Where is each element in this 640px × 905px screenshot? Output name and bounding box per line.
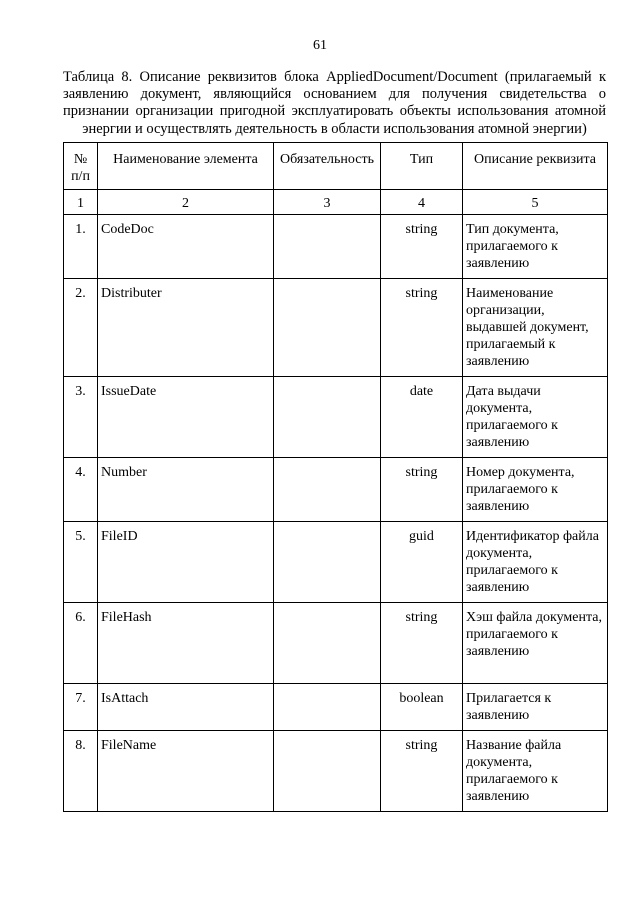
column-number-row xyxy=(64,190,608,215)
type-cell: guid xyxy=(381,522,463,603)
required-cell xyxy=(274,522,381,603)
table-row xyxy=(64,684,608,731)
page-number: 61 xyxy=(313,38,327,53)
element-name-cell: FileID xyxy=(98,522,274,603)
type-cell: string xyxy=(381,279,463,377)
table-row xyxy=(64,215,608,279)
header-description: Описание реквизита xyxy=(463,143,608,190)
column-number: 2 xyxy=(98,190,274,215)
type-cell: date xyxy=(381,377,463,458)
header-type: Тип xyxy=(381,143,463,190)
type-cell: string xyxy=(381,458,463,522)
required-cell xyxy=(274,731,381,812)
header-number: № п/п xyxy=(64,143,98,190)
row-number-cell: 2. xyxy=(64,279,98,377)
type-cell: string xyxy=(381,731,463,812)
table-row xyxy=(64,279,608,377)
description-cell: Дата выдачи документа, прилагаемого к заявлению xyxy=(463,377,608,458)
type-cell: boolean xyxy=(381,684,463,731)
description-cell: Название файла документа, прилагаемого к заявлению xyxy=(463,731,608,812)
table-row xyxy=(64,603,608,684)
element-name-cell: IsAttach xyxy=(98,684,274,731)
element-name-cell: FileHash xyxy=(98,603,274,684)
element-name-cell: Number xyxy=(98,458,274,522)
row-number-cell: 3. xyxy=(64,377,98,458)
description-cell: Прилагается к заявлению xyxy=(463,684,608,731)
column-number: 4 xyxy=(381,190,463,215)
description-cell: Идентификатор файла документа, прилагаемого к заявлению xyxy=(463,522,608,603)
description-cell: Наименование организации, выдавшей документ, прилагаемый к заявлению xyxy=(463,279,608,377)
description-cell: Тип документа, прилагаемого к заявлению xyxy=(463,215,608,279)
required-cell xyxy=(274,684,381,731)
element-name-cell: FileName xyxy=(98,731,274,812)
type-cell: string xyxy=(381,215,463,279)
required-cell xyxy=(274,215,381,279)
required-cell xyxy=(274,603,381,684)
row-number-cell: 6. xyxy=(64,603,98,684)
element-name-cell: CodeDoc xyxy=(98,215,274,279)
required-cell xyxy=(274,458,381,522)
type-cell: string xyxy=(381,603,463,684)
header-required: Обязательность xyxy=(274,143,381,190)
header-element-name: Наименование элемента xyxy=(98,143,274,190)
table-header-row xyxy=(64,143,608,190)
element-name-cell: IssueDate xyxy=(98,377,274,458)
row-number-cell: 8. xyxy=(64,731,98,812)
table-row xyxy=(64,377,608,458)
requisites-table xyxy=(63,142,608,812)
row-number-cell: 7. xyxy=(64,684,98,731)
table-caption: Таблица 8. Описание реквизитов блока AppliedDocument/Document (прилагаемый к заявлению документ, являющийся основанием для получения свидетельства о признании организации пригодной эксплуатировать объекты использования атомной энергии и осуществлять деятельность в области использования атомной энергии) xyxy=(63,69,606,137)
required-cell xyxy=(274,279,381,377)
table-row xyxy=(64,458,608,522)
row-number-cell: 5. xyxy=(64,522,98,603)
column-number: 1 xyxy=(64,190,98,215)
description-cell: Номер документа, прилагаемого к заявлению xyxy=(463,458,608,522)
required-cell xyxy=(274,377,381,458)
table-row xyxy=(64,522,608,603)
column-number: 5 xyxy=(463,190,608,215)
description-cell: Хэш файла документа, прилагаемого к заявлению xyxy=(463,603,608,684)
row-number-cell: 1. xyxy=(64,215,98,279)
column-number: 3 xyxy=(274,190,381,215)
row-number-cell: 4. xyxy=(64,458,98,522)
table-row xyxy=(64,731,608,812)
element-name-cell: Distributer xyxy=(98,279,274,377)
